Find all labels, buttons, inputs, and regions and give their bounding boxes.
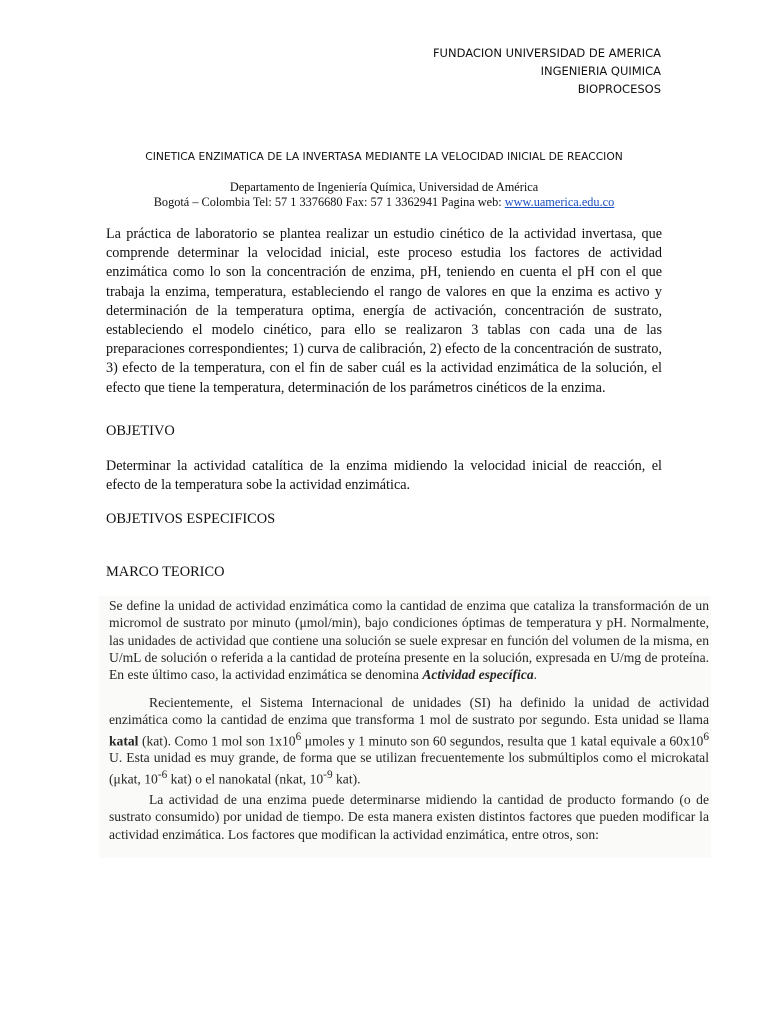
header-university: FUNDACION UNIVERSIDAD DE AMERICA — [432, 46, 661, 60]
header-course: BIOPROCESOS — [577, 82, 661, 96]
affiliation-department: Departamento de Ingeniería Química, Universidad de América — [229, 180, 539, 194]
excerpt-paragraph-3 — [109, 791, 709, 843]
p1-text: Se define la unidad de actividad enzimática como la cantidad de enzima que cataliza la transformación de un micromol de sustrato por minuto (μmol/min), bajo condiciones óptimas de temperatura y pH. Normalmente, las unidades de actividad que contiene una solución se suele expresar en función del volumen de la misma, en U/mL de solución o referida a la cantidad de proteína presente en la solución, expresada en U/mg de proteína. En este último caso, la actividad enzimática se denomina — [109, 598, 709, 683]
affiliation-contact — [0, 195, 768, 210]
website-link[interactable]: www.uamerica.edu.co — [504, 195, 615, 209]
p2-sup-1: 6 — [295, 730, 302, 743]
objetivos-especificos-heading: OBJETIVOS ESPECIFICOS — [106, 511, 276, 527]
p2-text-c: μmoles y 1 minuto son 60 segundos, resulta que 1 katal equivale a 60x10 — [301, 733, 704, 749]
excerpt-paragraph-2 — [109, 694, 709, 788]
contact-text: Bogotá – Colombia Tel: 57 1 3376680 Fax: 57 1 3362941 Pagina web: — [153, 195, 505, 209]
institution-header — [433, 44, 661, 98]
p2-text-b: (kat). Como 1 mol son 1x10 — [138, 733, 296, 749]
header-program: INGENIERIA QUIMICA — [540, 64, 661, 78]
intro-paragraph: La práctica de laboratorio se plantea realizar un estudio cinético de la actividad invertasa, que comprende determinar la velocidad inicial, este proceso estudia los factores de actividad enzimática como lo son la concentración de enzima, pH, teniendo en cuenta el pH con el que trabaja la enzima, temperatura, estableciendo el rango de valores en que la enzima es activo y determinación de la temperatura optima, energía de activación, concentración de sustrato, estableciendo el modelo cinético, para ello se realizaron 3 tablas con cada una de las preparaciones correspondientes; 1) curva de calibración, 2) efecto de la concentración de sustrato, 3) efecto de la temperatura, con el fin de saber cuál es la actividad enzimática de la solución, el efecto que tiene la temperatura, determinación de los parámetros cinéticos de la enzima. — [106, 226, 662, 396]
p2-sup-3: -6 — [157, 768, 168, 781]
katal-term: katal — [109, 733, 139, 749]
marco-teorico-excerpt — [99, 596, 711, 858]
p2-sup-4: -9 — [323, 768, 333, 781]
objetivo-heading: OBJETIVO — [106, 423, 175, 439]
p3-text: La actividad de una enzima puede determinarse midiendo la cantidad de producto formando (o de sustrato consumido) por unidad de tiempo. De esta manera existen distintos factores que pueden modificar la actividad enzimática. Los factores que modifican la actividad enzimática, entre otros, son: — [109, 792, 709, 842]
p2-text-e: kat) o el nanokatal (nkat, 10 — [167, 771, 324, 787]
p2-text-d: U. Esta unidad es muy grande, de forma que se utilizan frecuentemente los submúltiplos como el microkatal (μkat, 10 — [109, 750, 709, 787]
p2-text-f: kat). — [332, 771, 361, 787]
marco-teorico-heading: MARCO TEORICO — [106, 564, 225, 580]
p1-end: . — [533, 667, 538, 683]
objetivo-paragraph: Determinar la actividad catalítica de la enzima midiendo la velocidad inicial de reacción, el efecto de la temperatura sobe la actividad enzimática. — [106, 458, 662, 494]
p2-text-a: Recientemente, el Sistema Internacional de unidades (SI) ha definido la unidad de actividad enzimática como la cantidad de enzima que transforma 1 mol de sustrato por segundo. Esta unidad se llama — [109, 695, 709, 728]
p2-sup-2: 6 — [703, 730, 710, 743]
affiliation-block — [0, 180, 768, 210]
excerpt-paragraph-1 — [109, 597, 709, 683]
actividad-especifica-term: Actividad específica — [422, 667, 534, 683]
document-title: CINETICA ENZIMATICA DE LA INVERTASA MEDIANTE LA VELOCIDAD INICIAL DE REACCION — [145, 150, 623, 163]
